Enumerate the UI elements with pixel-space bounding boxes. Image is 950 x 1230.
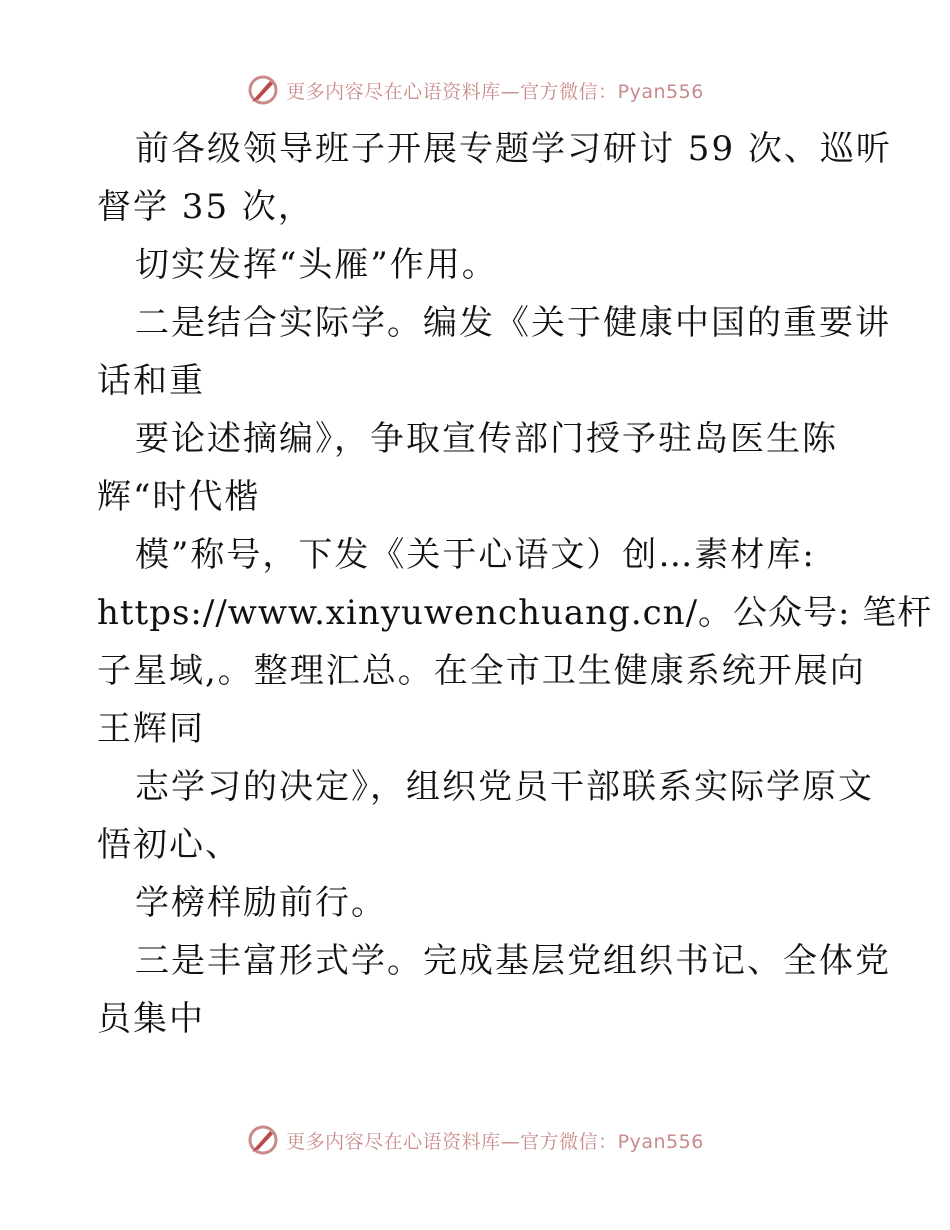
text-line: 王辉同 (97, 709, 205, 749)
text-line: 子星域,。整理汇总。在全市卫生健康系统开展向 (97, 651, 866, 691)
text-line: 前各级领导班子开展专题学习研讨 59 次、巡听 (135, 129, 892, 169)
header-watermark (0, 70, 950, 110)
text-line: 三是丰富形式学。完成基层党组织书记、全体党 (135, 941, 891, 981)
watermark-text: 更多内容尽在心语资料库—官方微信：Pyan556 (286, 80, 704, 103)
watermark-text: 更多内容尽在心语资料库—官方微信：Pyan556 (286, 1130, 704, 1153)
text-line: 辉“时代楷 (97, 477, 261, 517)
document-body (97, 120, 933, 1048)
text-line: 要论述摘编》，争取宣传部门授予驻岛医生陈 (135, 419, 838, 459)
text-line: 话和重 (97, 361, 205, 401)
text-line: 切实发挥“头雁”作用。 (135, 245, 498, 285)
text-line: 督学 35 次， (97, 187, 314, 227)
footer-watermark (0, 1120, 950, 1160)
text-line-url: https://www.xinyuwenchuang.cn/。公众号: 笔杆 (97, 593, 933, 633)
text-line: 志学习的决定》，组织党员干部联系实际学原文 (135, 767, 874, 807)
text-line: 二是结合实际学。编发《关于健康中国的重要讲 (135, 303, 891, 343)
text-line: 悟初心、 (97, 825, 241, 865)
text-line: 学榜样励前行。 (135, 883, 387, 923)
quill-circle-icon (246, 73, 280, 107)
text-line: 模”称号，下发《关于心语文）创…素材库: (135, 535, 816, 575)
quill-circle-icon (246, 1123, 280, 1157)
text-line: 员集中 (97, 999, 205, 1039)
